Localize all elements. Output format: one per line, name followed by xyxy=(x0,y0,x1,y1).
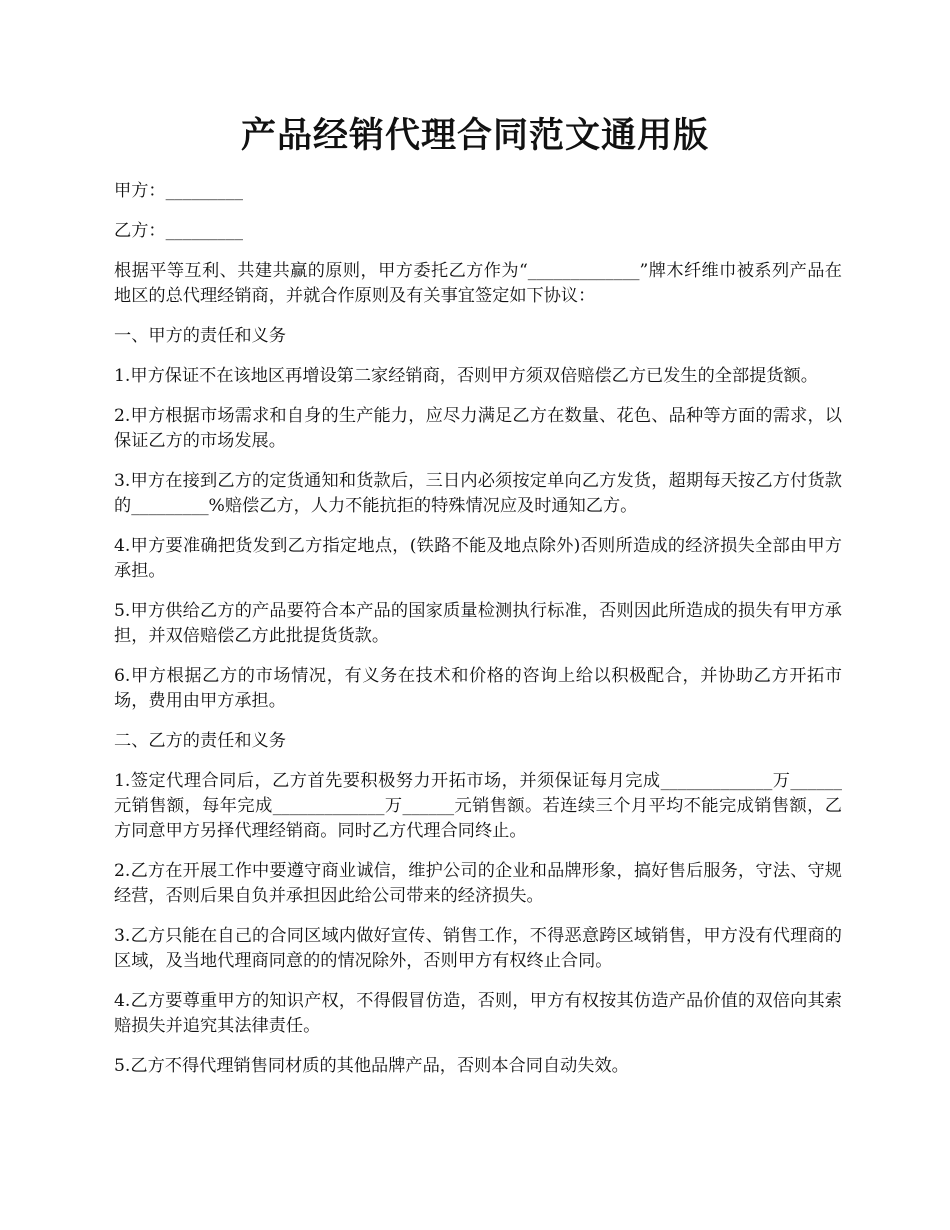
party-b-line: 乙方：_________ xyxy=(114,221,243,241)
clause-a-2: 2.甲方根据市场需求和自身的生产能力，应尽力满足乙方在数量、花色、品种等方面的需求，以保证乙方的市场发展。 xyxy=(114,406,842,451)
clause-a-6: 6.甲方根据乙方的市场情况，有义务在技术和价格的咨询上给以积极配合，并协助乙方开拓市场，费用由甲方承担。 xyxy=(114,666,842,711)
party-a-line: 甲方：_________ xyxy=(114,181,243,201)
document-title: 产品经销代理合同范文通用版 xyxy=(240,115,709,156)
section-heading-party-a: 一、甲方的责任和义务 xyxy=(114,326,286,346)
clause-b-1: 1.签定代理合同后，乙方首先要积极努力开拓市场，并须保证每月完成_____________万______元销售额，每年完成_____________万______元销售额。若连续三个月平均不能完成销售额，乙方同意甲方另择代理经销商。同时乙方代理合同终止。 xyxy=(114,771,842,841)
clause-a-1: 1.甲方保证不在该地区再增设第二家经销商，否则甲方须双倍赔偿乙方已发生的全部提货额。 xyxy=(114,366,818,386)
clause-a-5: 5.甲方供给乙方的产品要符合本产品的国家质量检测执行标准，否则因此所造成的损失有甲方承担，并双倍赔偿乙方此批提货货款。 xyxy=(114,601,842,646)
document-body xyxy=(114,179,842,1094)
clause-a-3: 3.甲方在接到乙方的定货通知和货款后，三日内必须按定单向乙方发货，超期每天按乙方付货款的_________%赔偿乙方，人力不能抗拒的特殊情况应及时通知乙方。 xyxy=(114,471,842,516)
clause-a-4: 4.甲方要准确把货发到乙方指定地点，(铁路不能及地点除外)否则所造成的经济损失全部由甲方承担。 xyxy=(114,536,842,581)
clause-b-4: 4.乙方要尊重甲方的知识产权，不得假冒仿造，否则，甲方有权按其仿造产品价值的双倍向其索赔损失并追究其法律责任。 xyxy=(114,991,842,1036)
preamble-paragraph: 根据平等互利、共建共赢的原则，甲方委托乙方作为“_____________”牌木纤维巾被系列产品在地区的总代理经销商，并就合作原则及有关事宜签定如下协议： xyxy=(114,261,842,306)
clause-b-5: 5.乙方不得代理销售同材质的其他品牌产品，否则本合同自动失效。 xyxy=(114,1056,629,1076)
clause-b-3: 3.乙方只能在自己的合同区域内做好宣传、销售工作，不得恶意跨区域销售，甲方没有代理商的区域，及当地代理商同意的的情况除外，否则甲方有权终止合同。 xyxy=(114,926,842,971)
clause-b-2: 2.乙方在开展工作中要遵守商业诚信，维护公司的企业和品牌形象，搞好售后服务，守法、守规经营，否则后果自负并承担因此给公司带来的经济损失。 xyxy=(114,861,842,906)
section-heading-party-b: 二、乙方的责任和义务 xyxy=(114,731,286,751)
